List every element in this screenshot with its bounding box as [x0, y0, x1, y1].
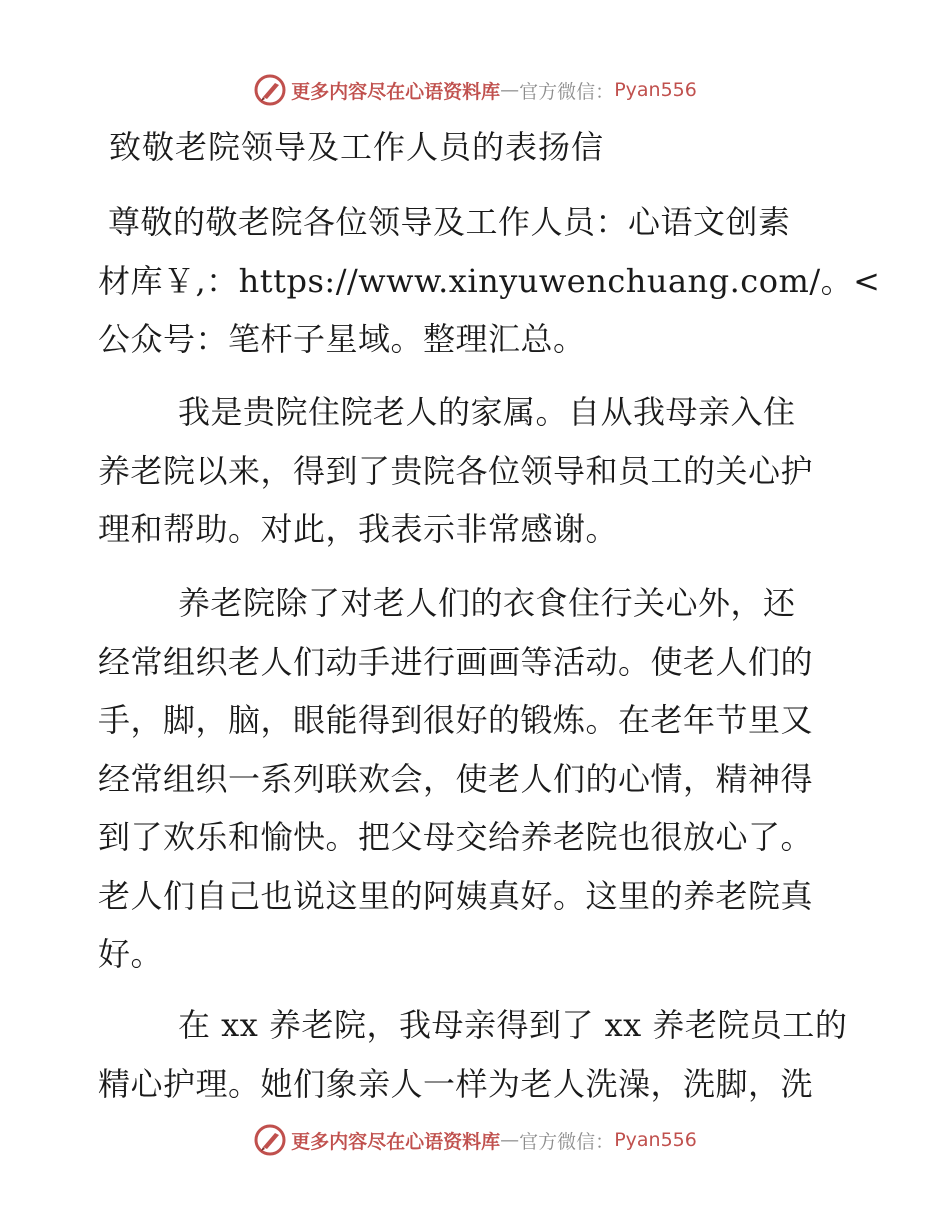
paragraph-line: 好。: [98, 935, 164, 973]
paragraph-2: [98, 574, 858, 984]
paragraph-line: 经常组织老人们动手进行画画等活动。使老人们的: [98, 642, 814, 681]
paragraph-line: 我是贵院住院老人的家属。自从我母亲入住: [178, 393, 796, 431]
header-watermark: [0, 70, 950, 110]
paragraph-line: 精心护理。她们象亲人一样为老人洗澡，洗脚，洗: [98, 1064, 814, 1103]
watermark-separator: —: [500, 79, 520, 101]
watermark-label: 官方微信：: [519, 80, 615, 103]
paragraph-1: [98, 383, 858, 559]
document-title: 致敬老院领导及工作人员的表扬信: [109, 128, 605, 166]
salutation: [98, 193, 881, 369]
watermark-separator: —: [500, 1129, 520, 1151]
paragraph-line: 到了欢乐和愉快。把父母交给养老院也很放心了。: [98, 818, 814, 856]
paragraph-line: 老人们自己也说这里的阿姨真好。这里的养老院真: [98, 876, 814, 915]
watermark-id: Pyan556: [614, 79, 697, 101]
watermark-main-text: 更多内容尽在心语资料库: [291, 1130, 501, 1153]
paragraph-line: 经常组织一系列联欢会，使老人们的心情，精神得: [98, 759, 814, 798]
paragraph-line: 理和帮助。对此，我表示非常感谢。: [98, 510, 619, 548]
pen-logo-icon: [253, 1123, 287, 1157]
paragraph-line: 养老院以来，得到了贵院各位领导和员工的关心护: [98, 451, 814, 490]
watermark-main-text: 更多内容尽在心语资料库: [291, 80, 501, 103]
salutation-line: 尊敬的敬老院各位领导及工作人员：心语文创素: [108, 203, 791, 241]
pen-logo-icon: [253, 73, 287, 107]
paragraph-line: 在 xx 养老院，我母亲得到了 xx 养老院员工的: [178, 1006, 848, 1044]
paragraph-3: [98, 996, 858, 1113]
salutation-line: 材库￥,：https://www.xinyuwenchuang.com/。<: [98, 261, 881, 300]
paragraph-line: 养老院除了对老人们的衣食住行关心外，还: [178, 584, 796, 622]
watermark-id: Pyan556: [614, 1129, 697, 1151]
watermark-label: 官方微信：: [519, 1130, 615, 1153]
paragraph-line: 手，脚，脑，眼能得到很好的锻炼。在老年节里又: [98, 701, 814, 739]
salutation-line: 公众号：笔杆子星域。整理汇总。: [98, 320, 586, 358]
footer-watermark: [0, 1120, 950, 1160]
